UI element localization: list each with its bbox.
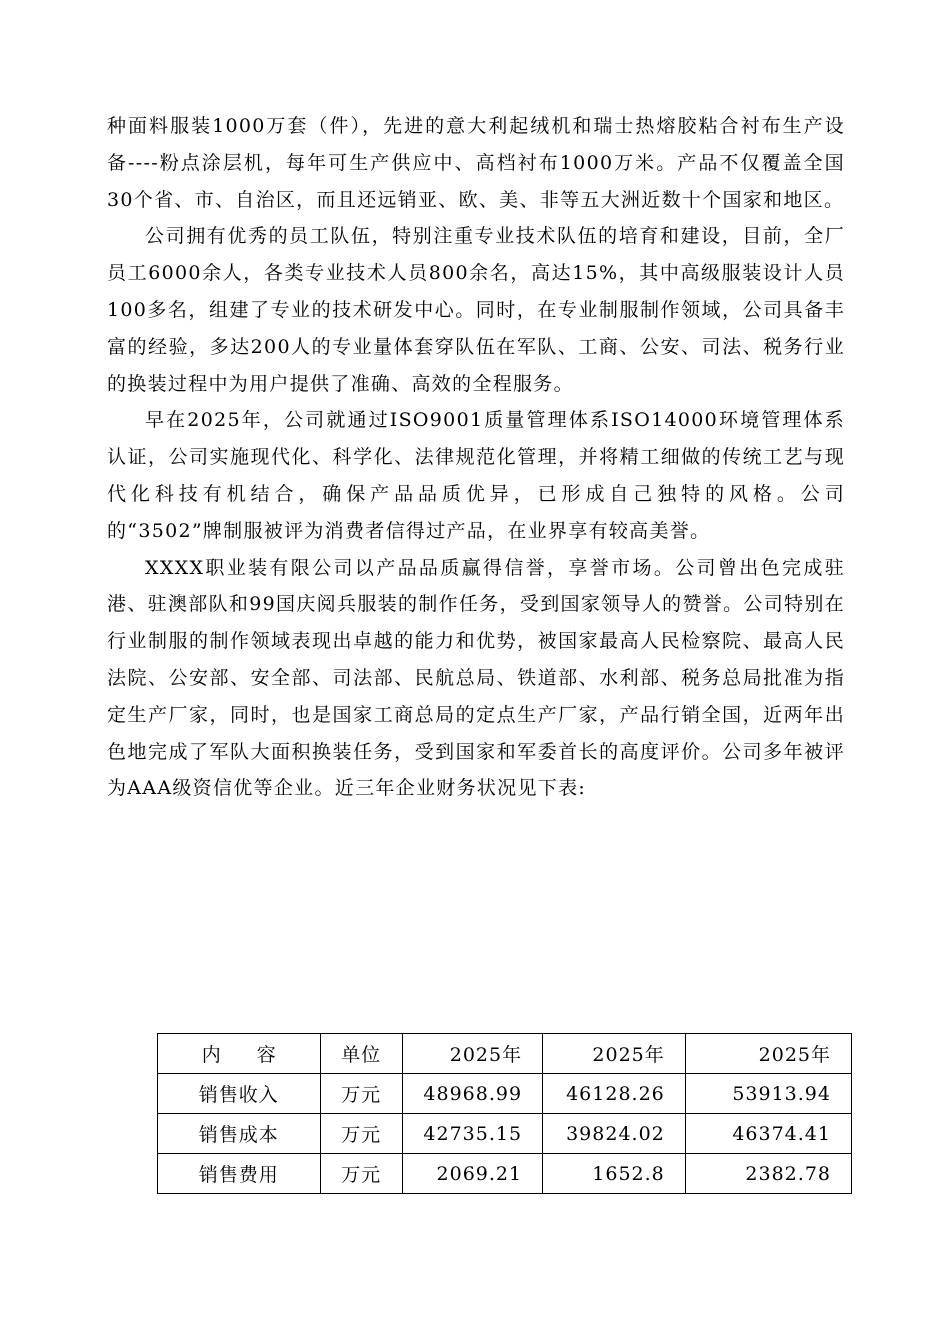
row-value: 2382.78: [685, 1154, 851, 1194]
body-text: [107, 108, 845, 807]
header-item: 内容: [201, 1044, 312, 1066]
paragraph-4: XXXX职业装有限公司以产品品质赢得信誉，享誉市场。公司曾出色完成驻港、驻澳部队和99国庆阅兵服装的制作任务，受到国家领导人的赞誉。公司特别在行业制服的制作领域表现出卓越的能力和优势，被国家最高人民检察院、最高人民法院、公安部、安全部、司法部、民航总局、铁道部、水利部、税务总局批准为指定生产厂家，同时，也是国家工商总局的定点生产厂家，产品行销全国，近两年出色地完成了军队大面积换装任务，受到国家和军委首长的高度评价。公司多年被评为AAA级资信优等企业。近三年企业财务状况见下表:: [107, 556, 845, 800]
header-year-1: 2025年: [402, 1034, 542, 1074]
header-year-3: 2025年: [685, 1034, 851, 1074]
paragraph-3: 早在2025年，公司就通过ISO9001质量管理体系ISO14000环境管理体系认证，公司实施现代化、科学化、法律规范化管理，并将精工细做的传统工艺与现代化科技有机结合，确保产品品质优异，已形成自己独特的风格。公司的“3502”牌制服被评为消费者信得过产品，在业界享有较高美誉。: [107, 409, 845, 542]
row-item: 销售成本: [158, 1114, 321, 1154]
table-row: [158, 1154, 852, 1194]
financial-table: [157, 1033, 852, 1194]
paragraph-2: 公司拥有优秀的员工队伍，特别注重专业技术队伍的培育和建设，目前，全厂员工6000余人，各类专业技术人员800余名，高达15%，其中高级服装设计人员100多名，组建了专业的技术研发中心。同时，在专业制服制作领域，公司具备丰富的经验，多达200人的专业量体套穿队伍在军队、工商、公安、司法、税务行业的换装过程中为用户提供了准确、高效的全程服务。: [107, 225, 845, 395]
row-value: 53913.94: [685, 1074, 851, 1114]
header-year-2: 2025年: [543, 1034, 686, 1074]
row-item: 销售费用: [158, 1154, 321, 1194]
paragraph-1: 种面料服装1000万套（件），先进的意大利起绒机和瑞士热熔胶粘合衬布生产设备----粉点涂层机，每年可生产供应中、高档衬布1000万米。产品不仅覆盖全国30个省、市、自治区，而且还远销亚、欧、美、非等五大洲近数十个国家和地区。: [107, 115, 845, 211]
row-value: 46374.41: [685, 1114, 851, 1154]
row-unit: 万元: [320, 1074, 402, 1114]
table-row: [158, 1114, 852, 1154]
table-row: [158, 1074, 852, 1114]
row-value: 39824.02: [543, 1114, 686, 1154]
row-value: 1652.8: [543, 1154, 686, 1194]
row-unit: 万元: [320, 1154, 402, 1194]
row-value: 48968.99: [402, 1074, 542, 1114]
row-value: 46128.26: [543, 1074, 686, 1114]
row-unit: 万元: [320, 1114, 402, 1154]
table-header-row: [158, 1034, 852, 1074]
row-value: 42735.15: [402, 1114, 542, 1154]
row-value: 2069.21: [402, 1154, 542, 1194]
header-unit: 单位: [320, 1034, 402, 1074]
row-item: 销售收入: [158, 1074, 321, 1114]
